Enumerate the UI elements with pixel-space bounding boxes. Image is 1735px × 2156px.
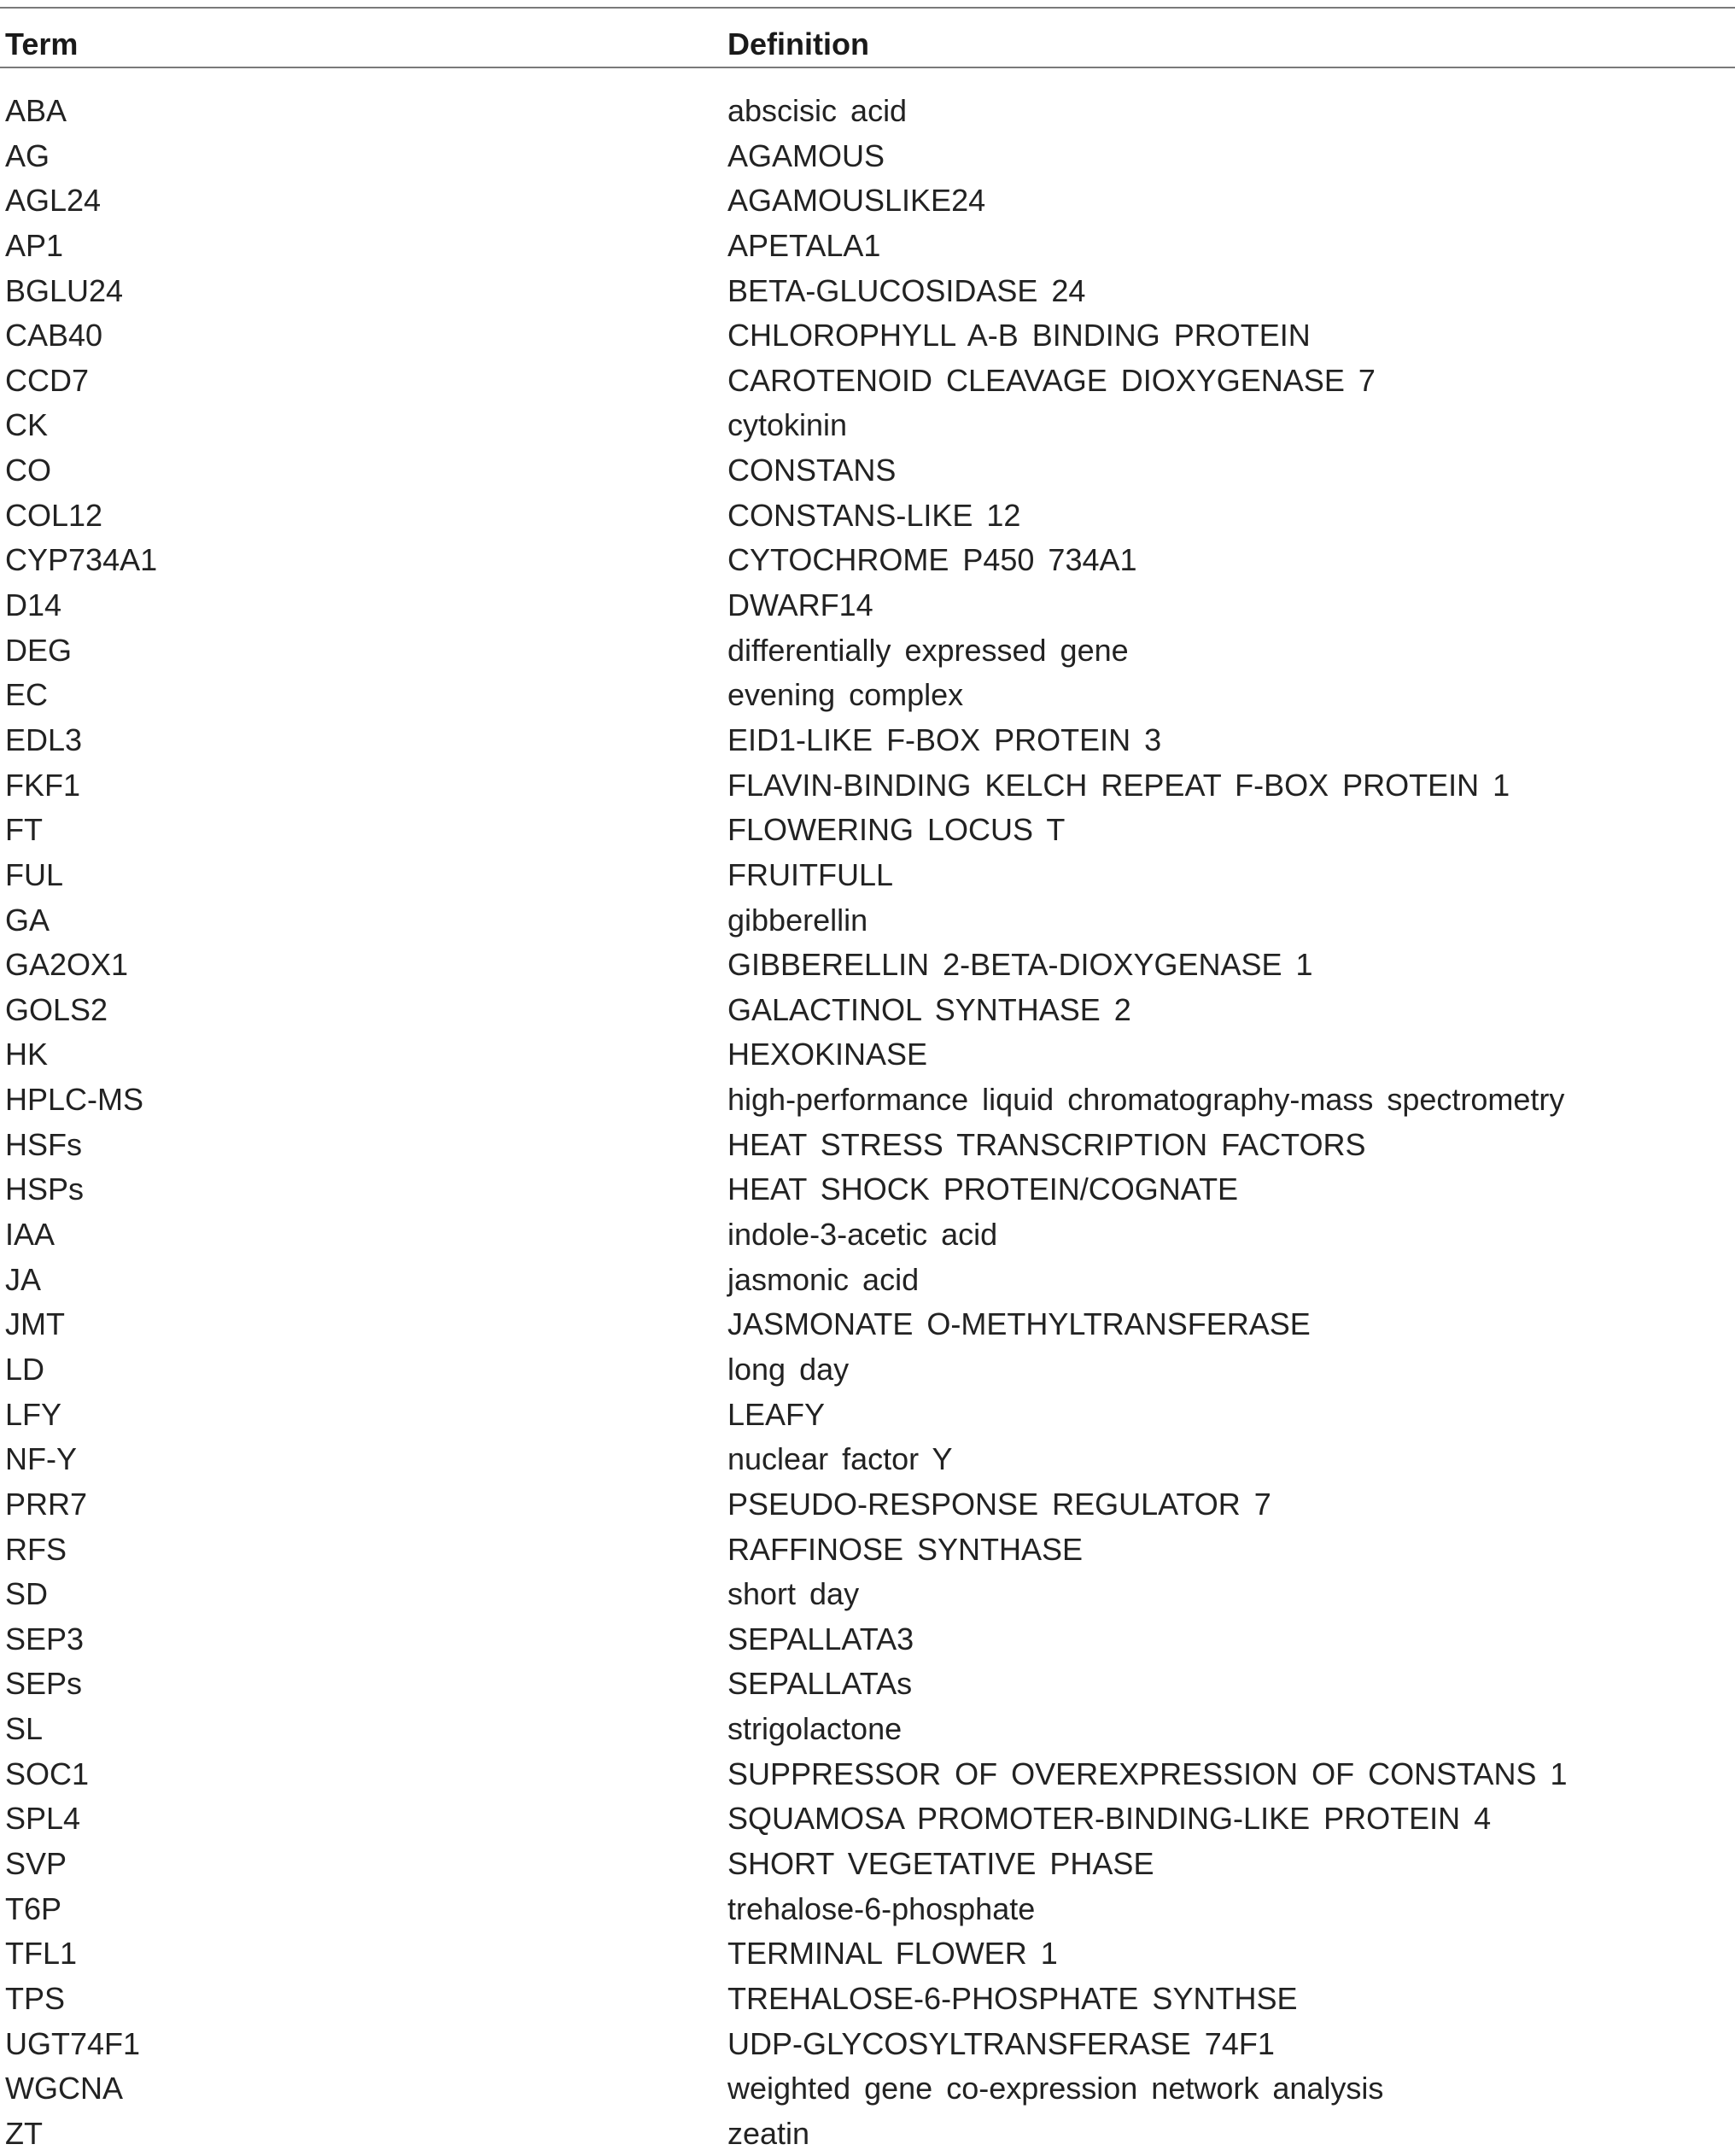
table-row	[0, 494, 1735, 539]
table-row	[0, 448, 1735, 494]
table-row	[0, 2112, 1735, 2156]
definition-cell: CAROTENOID CLEAVAGE DIOXYGENASE 7	[727, 362, 1376, 398]
term-cell: FT	[5, 812, 43, 848]
table-row	[0, 1302, 1735, 1347]
term-cell: BGLU24	[5, 272, 124, 308]
term-cell: GA	[5, 902, 50, 938]
header-term: Term	[5, 26, 79, 61]
term-cell: UGT74F1	[5, 2025, 141, 2061]
term-cell: PRR7	[5, 1486, 88, 1522]
definition-cell: weighted gene co-expression network analysis	[727, 2071, 1384, 2106]
definition-cell: high-performance liquid chromatography-mass spectrometry	[727, 1082, 1565, 1118]
term-cell: AG	[5, 137, 50, 173]
term-cell: LFY	[5, 1396, 62, 1432]
definition-cell: FLAVIN-BINDING KELCH REPEAT F-BOX PROTEIN 1	[727, 767, 1510, 803]
table-row	[0, 673, 1735, 718]
term-cell: HSPs	[5, 1171, 85, 1207]
term-cell: DEG	[5, 632, 73, 668]
term-cell: HPLC-MS	[5, 1082, 144, 1118]
definition-cell: UDP-GLYCOSYLTRANSFERASE 74F1	[727, 2025, 1275, 2061]
term-cell: CAB40	[5, 318, 103, 353]
term-cell: WGCNA	[5, 2071, 123, 2106]
table-row	[0, 763, 1735, 809]
term-cell: NF-Y	[5, 1441, 77, 1477]
definition-cell: HEAT SHOCK PROTEIN/COGNATE	[727, 1171, 1239, 1207]
definition-cell: short day	[727, 1576, 860, 1612]
table-row	[0, 1482, 1735, 1528]
table-row	[0, 2022, 1735, 2067]
definition-cell: HEXOKINASE	[727, 1037, 928, 1072]
table-row	[0, 1167, 1735, 1212]
table-row	[0, 224, 1735, 269]
table-row	[0, 269, 1735, 314]
term-cell: AP1	[5, 227, 64, 263]
term-cell: ZT	[5, 2115, 43, 2151]
term-cell: TPS	[5, 1980, 66, 2016]
definition-cell: abscisic acid	[727, 93, 908, 128]
table-row	[0, 853, 1735, 898]
table-row	[0, 1258, 1735, 1303]
term-cell: SEP3	[5, 1621, 85, 1656]
definition-cell: FLOWERING LOCUS T	[727, 812, 1066, 848]
definition-cell: TERMINAL FLOWER 1	[727, 1936, 1058, 1972]
definition-cell: CYTOCHROME P450 734A1	[727, 542, 1137, 578]
term-cell: JMT	[5, 1306, 65, 1342]
term-cell: IAA	[5, 1217, 55, 1253]
definition-cell: DWARF14	[727, 587, 873, 623]
table-row	[0, 359, 1735, 404]
definition-cell: strigolactone	[727, 1711, 903, 1747]
definition-cell: TREHALOSE-6-PHOSPHATE SYNTHSE	[727, 1980, 1298, 2016]
definition-cell: PSEUDO-RESPONSE REGULATOR 7	[727, 1486, 1271, 1522]
table-row	[0, 538, 1735, 583]
term-cell: COL12	[5, 497, 103, 533]
term-cell: CO	[5, 453, 51, 488]
definition-cell: long day	[727, 1351, 850, 1387]
table-row	[0, 2066, 1735, 2112]
definition-cell: AGAMOUS	[727, 137, 885, 173]
table-row	[0, 89, 1735, 134]
table-row	[0, 718, 1735, 763]
definition-cell: SHORT VEGETATIVE PHASE	[727, 1845, 1154, 1881]
definition-cell: zeatin	[727, 2115, 810, 2151]
table-row	[0, 1032, 1735, 1078]
term-cell: FKF1	[5, 767, 81, 803]
table-row	[0, 1842, 1735, 1887]
term-cell: TFL1	[5, 1936, 78, 1972]
definition-cell: trehalose-6-phosphate	[727, 1890, 1036, 1926]
term-cell: SPL4	[5, 1801, 81, 1837]
table-row	[0, 1078, 1735, 1123]
definition-cell: nuclear factor Y	[727, 1441, 953, 1477]
table-row	[0, 1707, 1735, 1752]
table-row	[0, 1797, 1735, 1842]
term-cell: GOLS2	[5, 991, 108, 1027]
definition-cell: CONSTANS-LIKE 12	[727, 497, 1021, 533]
table-row	[0, 1212, 1735, 1258]
term-cell: SD	[5, 1576, 49, 1612]
term-cell: D14	[5, 587, 62, 623]
definition-cell: JASMONATE O-METHYLTRANSFERASE	[727, 1306, 1311, 1342]
definition-cell: LEAFY	[727, 1396, 826, 1432]
definition-cell: evening complex	[727, 677, 964, 713]
table-row	[0, 1887, 1735, 1932]
table-row	[0, 1437, 1735, 1482]
term-cell: T6P	[5, 1890, 62, 1926]
definition-cell: SQUAMOSA PROMOTER-BINDING-LIKE PROTEIN 4	[727, 1801, 1492, 1837]
definition-cell: gibberellin	[727, 902, 868, 938]
definition-cell: GALACTINOL SYNTHASE 2	[727, 991, 1131, 1027]
definition-cell: jasmonic acid	[727, 1261, 920, 1297]
definition-cell: SEPALLATAs	[727, 1666, 913, 1702]
term-cell: SL	[5, 1711, 44, 1747]
table-row	[0, 178, 1735, 224]
term-cell: EDL3	[5, 722, 83, 757]
term-cell: ABA	[5, 93, 67, 128]
term-cell: CK	[5, 407, 49, 443]
definition-cell: CONSTANS	[727, 453, 897, 488]
term-cell: HK	[5, 1037, 49, 1072]
table-row	[0, 943, 1735, 988]
table-body	[0, 89, 1735, 2156]
table-row	[0, 403, 1735, 448]
term-cell: SVP	[5, 1845, 67, 1881]
definition-cell: SEPALLATA3	[727, 1621, 914, 1656]
header-definition: Definition	[727, 26, 869, 61]
table-row	[0, 1752, 1735, 1797]
definition-cell: RAFFINOSE SYNTHASE	[727, 1531, 1084, 1567]
term-cell: LD	[5, 1351, 45, 1387]
term-cell: RFS	[5, 1531, 67, 1567]
table-row	[0, 1528, 1735, 1573]
definition-cell: FRUITFULL	[727, 856, 894, 892]
table-row	[0, 1123, 1735, 1168]
table-row	[0, 988, 1735, 1033]
table-row	[0, 1662, 1735, 1707]
table-row	[0, 808, 1735, 853]
term-cell: GA2OX1	[5, 947, 129, 983]
term-cell: HSFs	[5, 1126, 82, 1162]
table-header	[0, 9, 1735, 65]
definition-cell: GIBBERELLIN 2-BETA-DIOXYGENASE 1	[727, 947, 1313, 983]
definition-cell: APETALA1	[727, 227, 881, 263]
term-cell: EC	[5, 677, 49, 713]
term-cell: SOC1	[5, 1756, 90, 1791]
term-cell: SEPs	[5, 1666, 83, 1702]
definition-cell: CHLOROPHYLL A-B BINDING PROTEIN	[727, 318, 1311, 353]
term-cell: FUL	[5, 856, 64, 892]
table-row	[0, 313, 1735, 359]
definition-cell: indole-3-acetic acid	[727, 1217, 998, 1253]
definition-cell: BETA-GLUCOSIDASE 24	[727, 272, 1086, 308]
table-row	[0, 1347, 1735, 1393]
term-cell: CYP734A1	[5, 542, 158, 578]
term-cell: CCD7	[5, 362, 90, 398]
table-row	[0, 1931, 1735, 1977]
table-row	[0, 1572, 1735, 1617]
table-row	[0, 1977, 1735, 2022]
definition-cell: AGAMOUSLIKE24	[727, 183, 986, 219]
definition-cell: HEAT STRESS TRANSCRIPTION FACTORS	[727, 1126, 1366, 1162]
table-row	[0, 134, 1735, 179]
definition-cell: differentially expressed gene	[727, 632, 1129, 668]
table-row	[0, 1393, 1735, 1438]
table-row	[0, 583, 1735, 628]
term-cell: AGL24	[5, 183, 102, 219]
table-row	[0, 898, 1735, 944]
term-cell: JA	[5, 1261, 42, 1297]
definition-cell: cytokinin	[727, 407, 848, 443]
table-row	[0, 1617, 1735, 1662]
definition-cell: SUPPRESSOR OF OVEREXPRESSION OF CONSTANS 1	[727, 1756, 1568, 1791]
definition-cell: EID1-LIKE F-BOX PROTEIN 3	[727, 722, 1162, 757]
table-header-rule	[0, 67, 1735, 68]
table-row	[0, 628, 1735, 674]
